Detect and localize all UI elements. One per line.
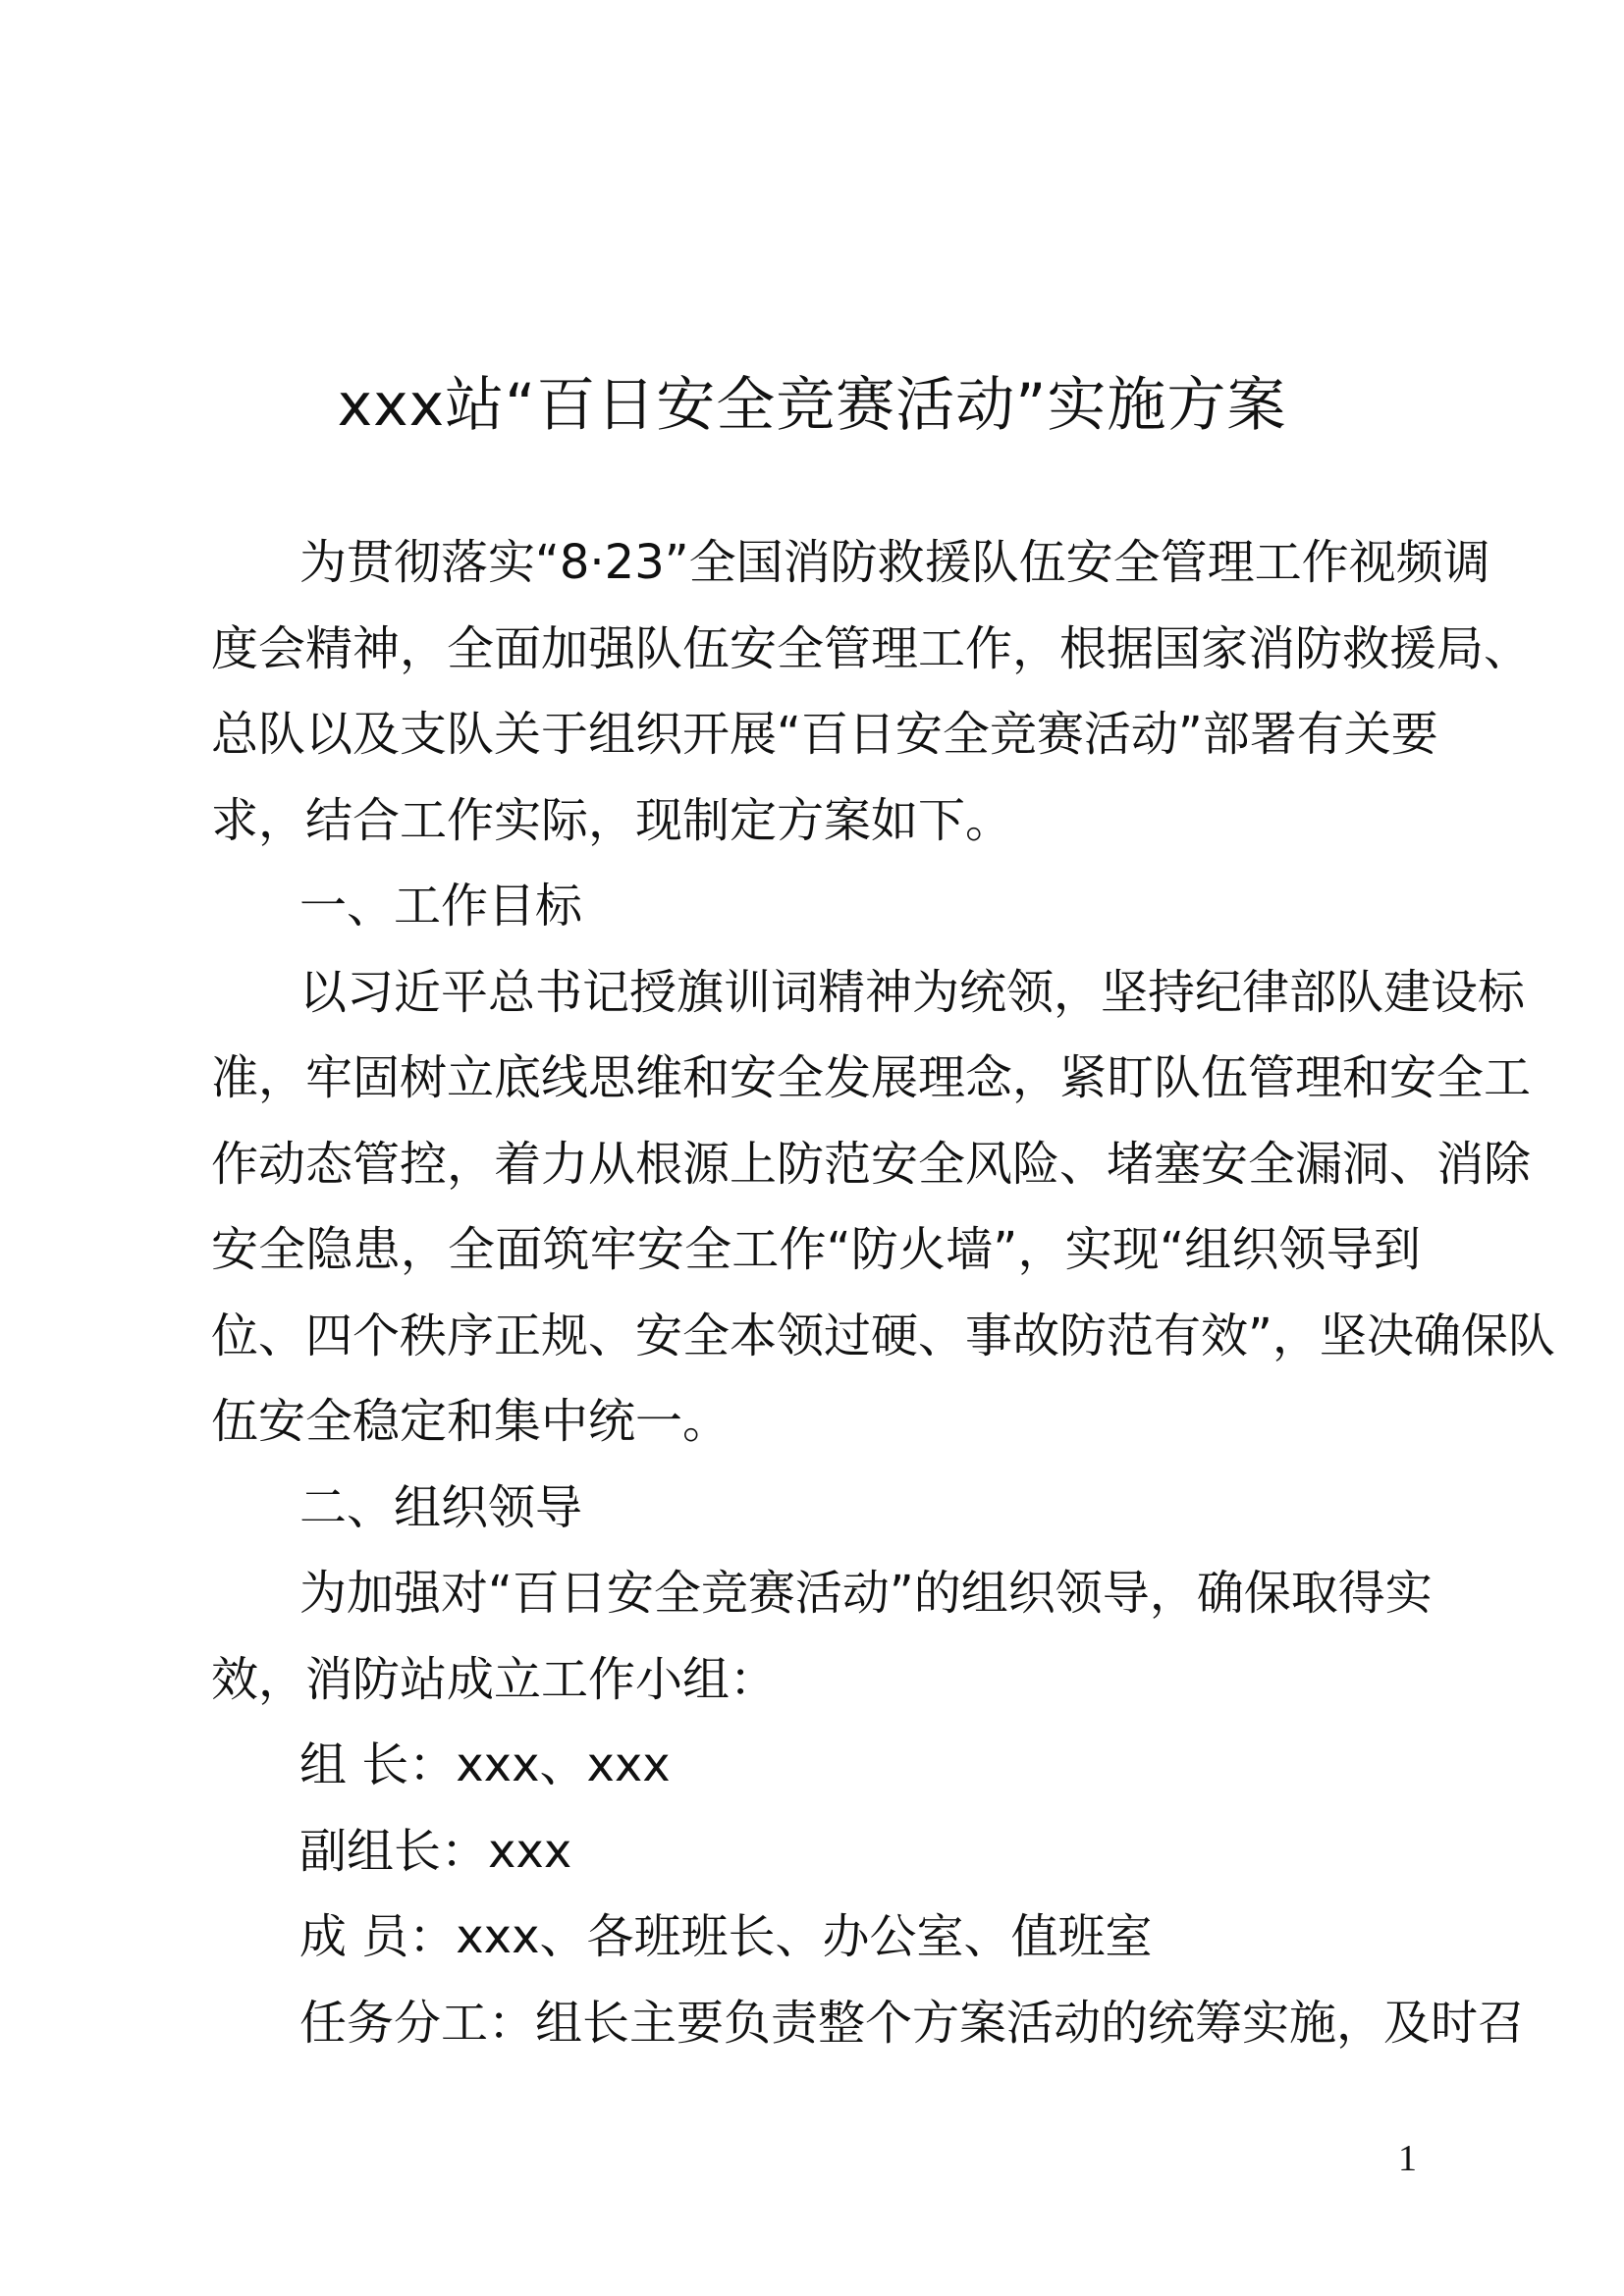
document-body: [211, 520, 1555, 2066]
paragraph-goals-line-1: 以习近平总书记授旗训词精神为统领，坚持纪律部队建设标: [299, 964, 1526, 1020]
paragraph-intro-line-3: 总队以及支队关于组织开展“百日安全竞赛活动”部署有关要: [211, 707, 1438, 762]
paragraph-goals-line-3: 作动态管控，着力从根源上防范安全风险、堵塞安全漏洞、消除: [211, 1136, 1532, 1192]
section-heading-goals: 一、工作目标: [299, 879, 583, 934]
members-line: 成 员：xxx、各班班长、办公室、值班室: [299, 1909, 1153, 1964]
team-leader-line: 组 长：xxx、xxx: [299, 1737, 671, 1792]
task-division-line: 任务分工：组长主要负责整个方案活动的统筹实施，及时召: [299, 1995, 1526, 2051]
section-heading-leadership: 二、组织领导: [299, 1479, 583, 1535]
paragraph-leadership-line-1: 为加强对“百日安全竞赛活动”的组织领导，确保取得实: [299, 1566, 1433, 1621]
paragraph-goals-line-5: 位、四个秩序正规、安全本领过硬、事故防范有效”，坚决确保队: [211, 1308, 1555, 1363]
paragraph-goals-line-6: 伍安全稳定和集中统一。: [211, 1394, 731, 1449]
paragraph-intro-line-2: 度会精神，全面加强队伍安全管理工作，根据国家消防救援局、: [211, 620, 1532, 676]
document-title: xxx站“百日安全竞赛活动”实施方案: [337, 371, 1287, 440]
paragraph-leadership-line-2: 效，消防站成立工作小组：: [211, 1651, 778, 1707]
paragraph-goals-line-2: 准，牢固树立底线思维和安全发展理念，紧盯队伍管理和安全工: [211, 1050, 1532, 1105]
deputy-leader-line: 副组长：xxx: [299, 1823, 572, 1879]
page-number: 1: [1398, 2138, 1417, 2179]
paragraph-goals-line-4: 安全隐患，全面筑牢安全工作“防火墙”，实现“组织领导到: [211, 1222, 1421, 1277]
paragraph-intro-line-1: 为贯彻落实“8·23”全国消防救援队伍安全管理工作视频调: [299, 535, 1490, 590]
paragraph-intro-line-4: 求，结合工作实际，现制定方案如下。: [211, 792, 1013, 848]
